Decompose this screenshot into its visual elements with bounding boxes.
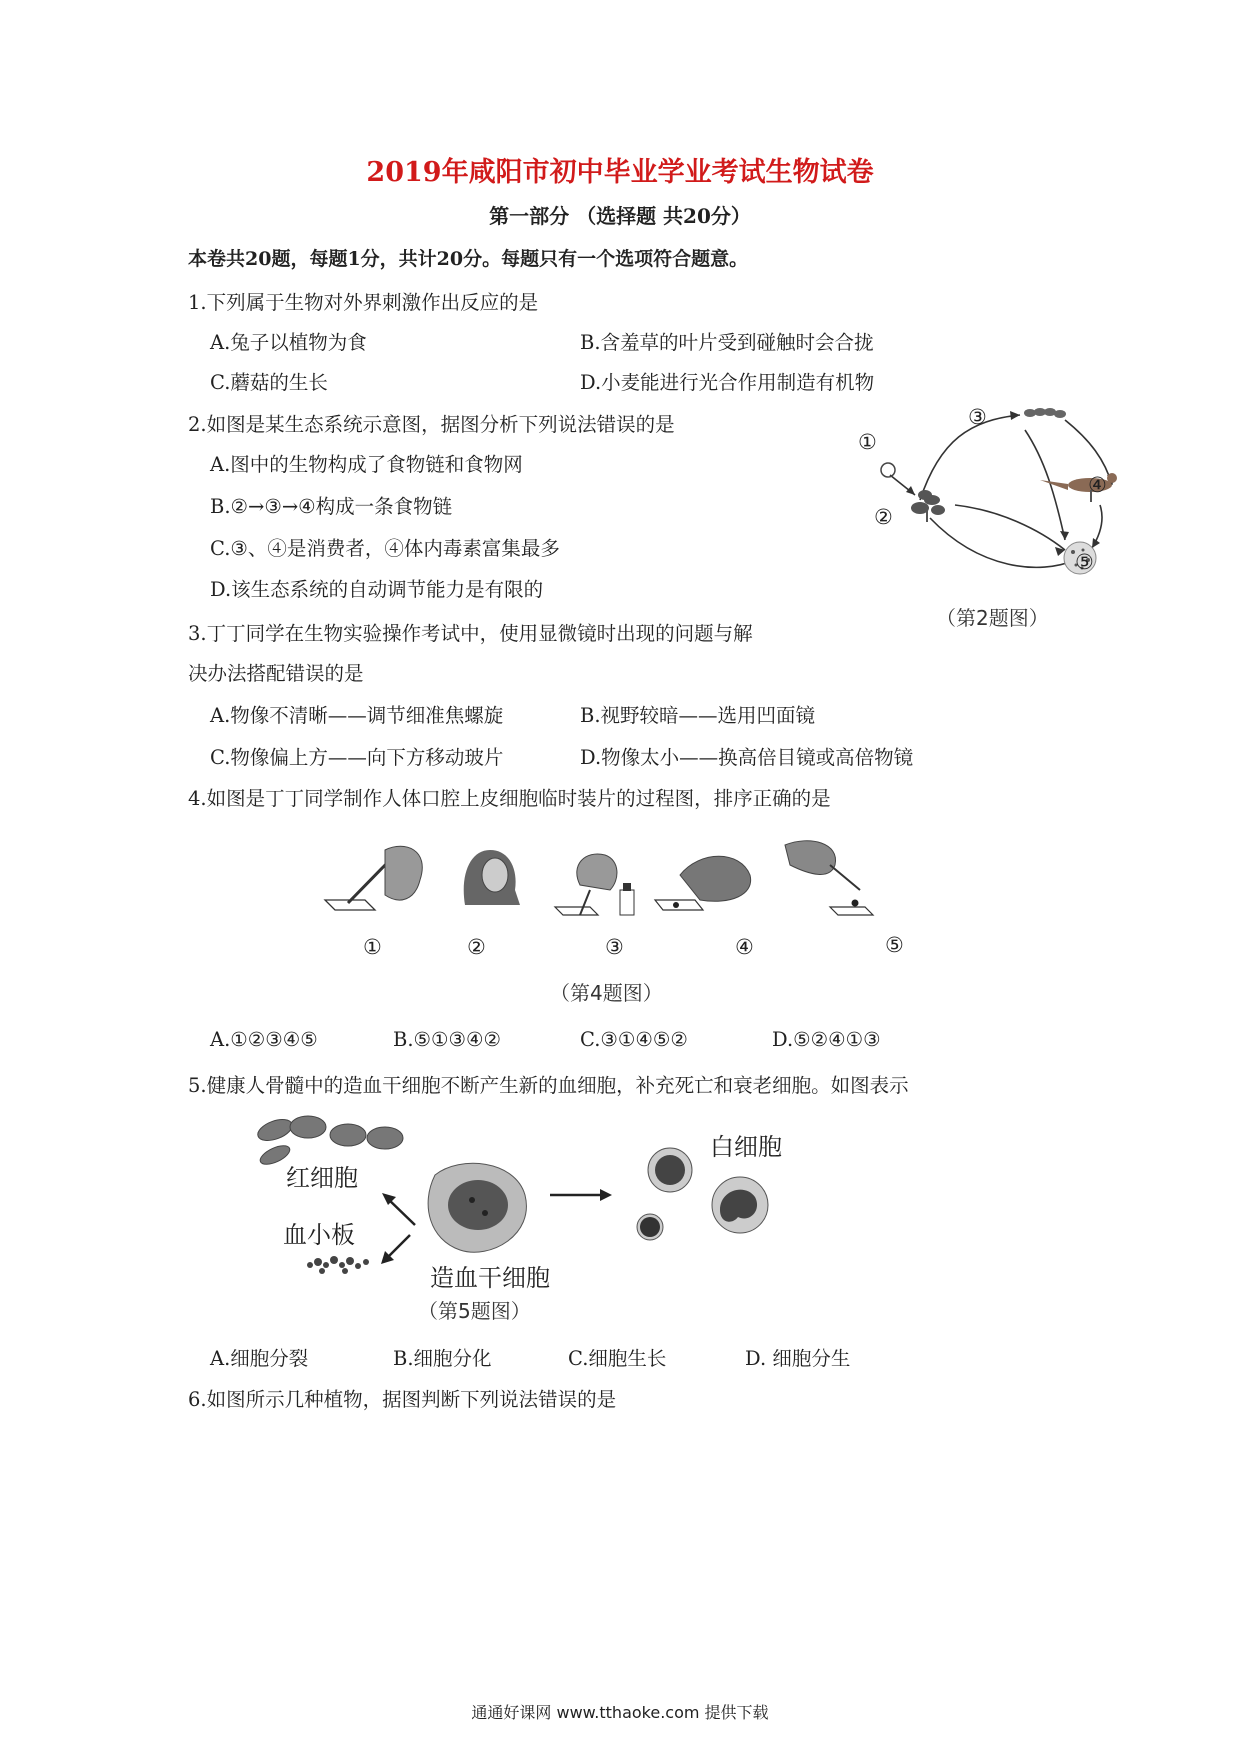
q5-option-c: C.细胞生长 — [568, 1347, 667, 1370]
plant-icon — [911, 490, 945, 522]
fig4-caption: （第4题图） — [550, 981, 663, 1005]
instructions: 本卷共20题，每题1分，共计20分。每题只有一个选项符合题意。 — [188, 248, 749, 270]
label-platelet: 血小板 — [283, 1221, 355, 1249]
label-red-blood-cell: 红细胞 — [286, 1164, 358, 1192]
q5-option-a: A.细胞分裂 — [210, 1347, 309, 1370]
fig4-label-1: ① — [363, 935, 382, 959]
step-3-drawing — [555, 854, 634, 915]
fig2-label-4: ④ — [1088, 473, 1107, 497]
fig2-label-2: ② — [874, 505, 893, 529]
section-heading: 第一部分 （选择题 共20分） — [489, 204, 751, 228]
q5-option-b: B.细胞分化 — [393, 1347, 492, 1370]
q2-option-b: B.②→③→④构成一条食物链 — [210, 495, 453, 518]
q3-option-b: B.视野较暗——选用凹面镜 — [580, 704, 816, 727]
footer-text: 通通好课网 www.tthaoke.com 提供下载 — [471, 1703, 769, 1722]
step-4-drawing — [655, 856, 751, 910]
q4-option-a: A.①②③④⑤ — [210, 1028, 318, 1051]
question-1-stem: 1.下列属于生物对外界刺激作出反应的是 — [188, 291, 539, 314]
step-1-drawing — [325, 846, 422, 910]
question-3-stem-cont: 决办法搭配错误的是 — [188, 662, 364, 685]
fig4-label-3: ③ — [605, 935, 624, 959]
sun-icon — [881, 463, 895, 477]
arrow-2-to-5 — [955, 505, 1065, 550]
fig4-label-2: ② — [467, 935, 486, 959]
step-5-drawing — [785, 841, 873, 915]
slide-preparation-figure — [320, 835, 940, 925]
q2-option-c: C.③、④是消费者，④体内毒素富集最多 — [210, 537, 560, 560]
q3-option-d: D.物像太小——换高倍目镜或高倍物镜 — [580, 746, 914, 769]
caterpillar-icon — [1024, 408, 1066, 418]
stem-cell-drawing — [428, 1163, 526, 1252]
question-2-stem: 2.如图是某生态系统示意图，据图分析下列说法错误的是 — [188, 413, 675, 436]
fig2-caption: （第2题图） — [936, 606, 1049, 630]
fig2-label-3: ③ — [968, 405, 987, 429]
q4-option-b: B.⑤①③④② — [393, 1028, 501, 1051]
q4-option-d: D.⑤②④①③ — [772, 1028, 881, 1051]
q1-option-a: A.兔子以植物为食 — [210, 331, 367, 354]
fig4-label-4: ④ — [735, 935, 754, 959]
q3-option-a: A.物像不清晰——调节细准焦螺旋 — [210, 704, 504, 727]
q5-option-d: D. 细胞分生 — [745, 1347, 851, 1370]
step-2-drawing — [464, 850, 520, 905]
fig2-label-5: ⑤ — [1075, 550, 1094, 574]
arrow-5-to-2 — [930, 518, 1075, 567]
label-white-blood-cell: 白细胞 — [710, 1133, 782, 1161]
q1-option-c: C.蘑菇的生长 — [210, 371, 328, 394]
q4-option-c: C.③①④⑤② — [580, 1028, 688, 1051]
q1-option-d: D.小麦能进行光合作用制造有机物 — [580, 371, 875, 394]
q2-option-d: D.该生态系统的自动调节能力是有限的 — [210, 578, 544, 601]
q2-option-a: A.图中的生物构成了食物链和食物网 — [210, 453, 523, 476]
question-5-stem: 5.健康人骨髓中的造血干细胞不断产生新的血细胞，补充死亡和衰老细胞。如图表示 — [188, 1074, 909, 1097]
question-3-stem: 3.丁丁同学在生物实验操作考试中，使用显微镜时出现的问题与解 — [188, 622, 753, 645]
question-6-stem: 6.如图所示几种植物，据图判断下列说法错误的是 — [188, 1388, 617, 1411]
question-4-stem: 4.如图是丁丁同学制作人体口腔上皮细胞临时装片的过程图，排序正确的是 — [188, 787, 831, 810]
exam-title: 2019年咸阳市初中毕业学业考试生物试卷 — [366, 157, 874, 188]
fig4-label-5: ⑤ — [885, 933, 904, 957]
label-stem-cell: 造血干细胞 — [430, 1264, 550, 1292]
fig5-caption: （第5题图） — [418, 1299, 531, 1323]
q1-option-b: B.含羞草的叶片受到碰触时会合拢 — [580, 331, 874, 354]
fig2-label-1: ① — [858, 430, 877, 454]
platelets-drawing — [307, 1256, 369, 1274]
q3-option-c: C.物像偏上方——向下方移动玻片 — [210, 746, 504, 769]
